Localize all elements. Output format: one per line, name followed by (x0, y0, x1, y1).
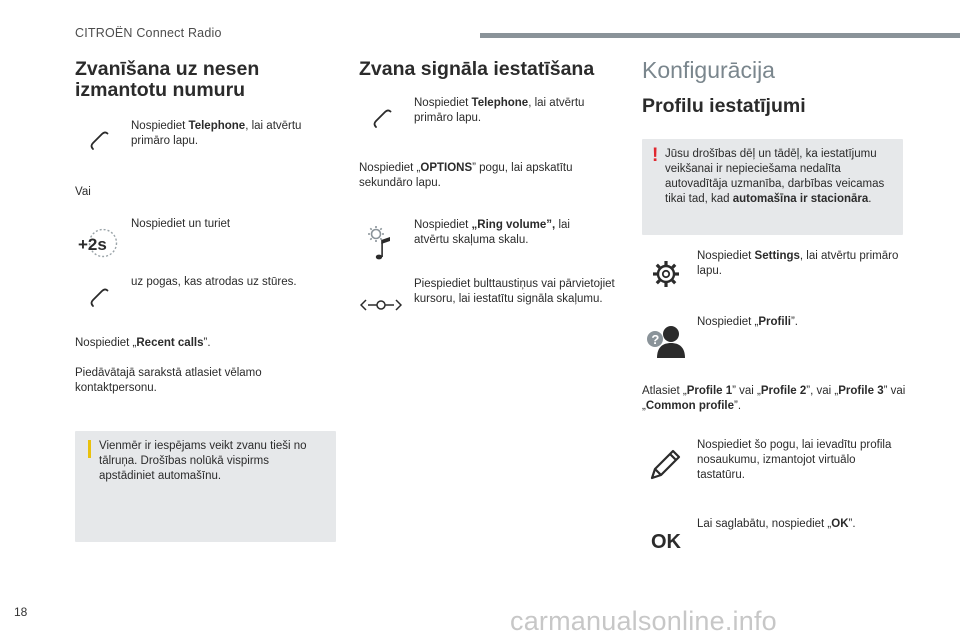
hold-2s-icon (76, 226, 120, 260)
col1-step-hold: Nospiediet un turiet (131, 218, 231, 230)
profile-user-icon (646, 322, 688, 358)
col2-step-telephone: Nospiediet Telephone, lai atvērtu primāro lapu. (414, 97, 585, 124)
col2-step-options: Nospiediet „OPTIONS” pogu, lai apskatītu sekundāro lapu. (359, 162, 573, 189)
col1-or-text: Vai (75, 186, 91, 198)
info-note-text: Vienmēr ir iespējams veikt zvanu tieši no tālruņa. Drošības nolūkā vispirms apstādiniet automašīnu. (99, 440, 307, 482)
col1-step-telephone: Nospiediet Telephone, lai atvērtu primāro lapu. (131, 120, 302, 147)
volume-slider-icon (360, 297, 402, 313)
section-title-ringtone: Zvana signāla iestatīšana (359, 58, 595, 80)
info-note-box (75, 431, 336, 542)
section-title-profiles: Profilu iestatījumi (642, 95, 806, 117)
col1-step-select-contact: Piedāvātajā sarakstā atlasiet vēlamo kontaktpersonu. (75, 367, 262, 394)
header-bar (480, 33, 960, 38)
chapter-title: Konfigurācija (642, 57, 775, 83)
col2-step-adjust: Piespiediet bulttaustiņus vai pārvietojiet kursoru, lai iestatītu signāla skaļumu. (414, 278, 615, 305)
section-title-recent-number: Zvanīšana uz nesen izmantotu numuru (75, 58, 260, 101)
info-marker-icon (88, 440, 91, 458)
warning-icon: ! (652, 145, 659, 166)
edit-pencil-icon (649, 447, 683, 481)
watermark: carmanualsonline.info (510, 606, 777, 636)
col3-step-settings: Nospiediet Settings, lai atvērtu primāro lapu. (697, 250, 899, 277)
steering-phone-icon (88, 287, 110, 309)
col3-step-rename: Nospiediet šo pogu, lai ievadītu profila nosaukumu, izmantojot virtuālo tastatūru. (697, 439, 892, 481)
col3-step-save: Lai saglabātu, nospiediet „OK”. (697, 518, 856, 530)
col3-step-select-profile: Atlasiet „Profile 1” vai „Profile 2”, vai „Profile 3” vai „Common profile”. (642, 385, 906, 412)
phone-icon-2 (371, 108, 393, 130)
ring-volume-icon (366, 222, 398, 262)
phone-icon (88, 130, 110, 152)
ok-icon: OK (651, 531, 681, 553)
svg-text:?: ? (651, 332, 660, 347)
col1-step-steering: uz pogas, kas atrodas uz stūres. (131, 276, 297, 288)
hold-2s-label: +2s (78, 235, 107, 254)
warning-note-box (642, 139, 903, 235)
warning-note-text: Jūsu drošības dēļ un tādēļ, ka iestatījumu veikšanai ir nepieciešama nedalīta autovadītāja uzmanība, darbības veicamas tikai tad, kad automašīna ir stacionāra. (665, 148, 885, 205)
col3-step-profiles: Nospiediet „Profili”. (697, 316, 798, 328)
col2-step-ring-volume: Nospiediet „Ring volume”, lai atvērtu skaļuma skalu. (414, 219, 570, 246)
col1-step-recent-calls: Nospiediet „Recent calls”. (75, 337, 211, 349)
page-number: 18 (14, 605, 28, 619)
settings-gear-icon (651, 259, 681, 289)
brand-header: CITROËN Connect Radio (75, 26, 222, 40)
